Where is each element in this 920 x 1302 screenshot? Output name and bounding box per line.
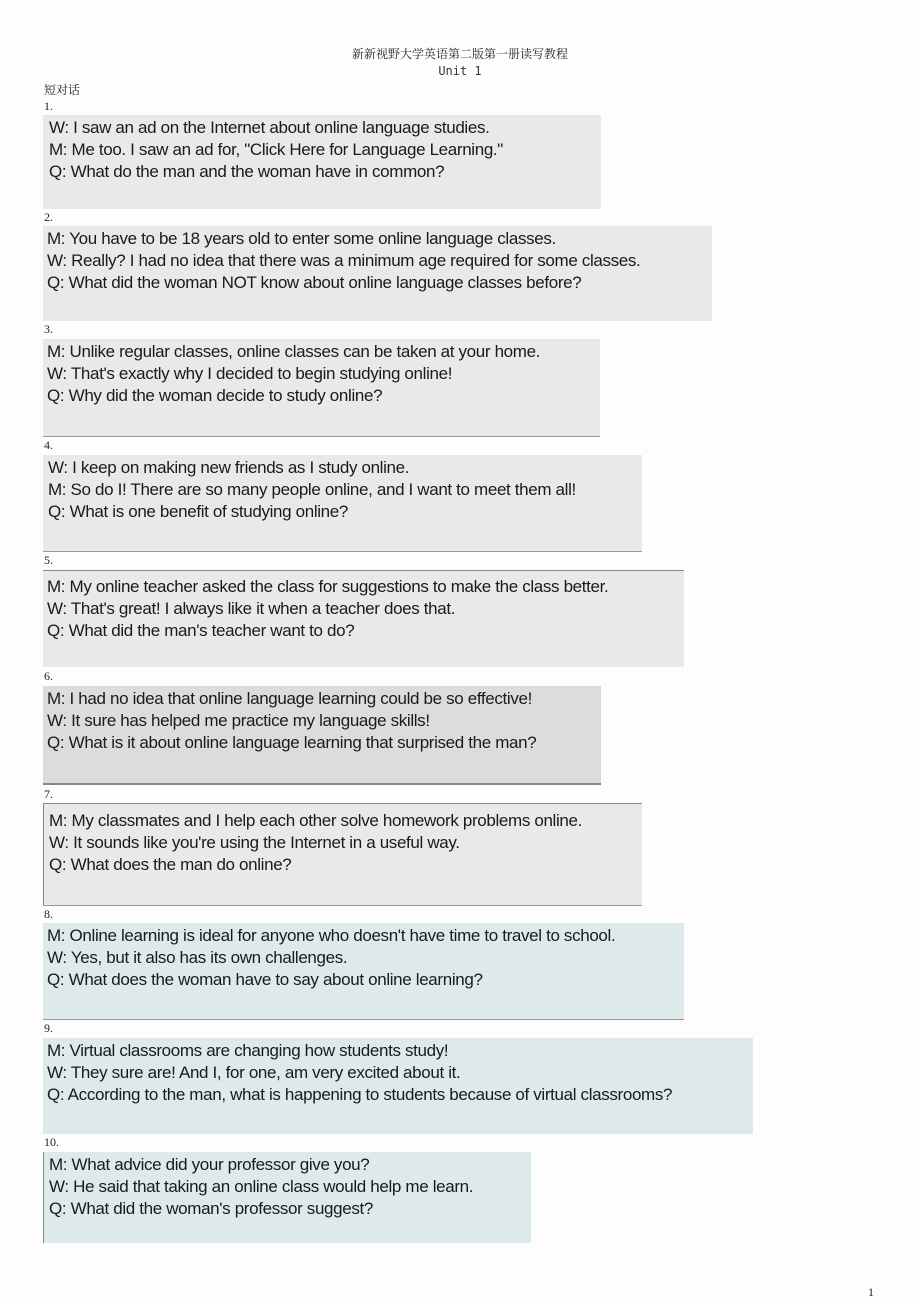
section-title: 短对话: [44, 83, 81, 97]
document-title: 新新视野大学英语第二版第一册读写教程: [351, 47, 568, 61]
dialogue-number: 2.: [44, 210, 53, 224]
dialogue-line: M: My online teacher asked the class for suggestions to make the class better.: [47, 577, 609, 596]
dialogue-question: Q: What is one benefit of studying online?: [48, 502, 348, 521]
dialogue-line: W: He said that taking an online class would help me learn.: [49, 1177, 474, 1196]
dialogue-line: M: Unlike regular classes, online classes can be taken at your home.: [47, 342, 541, 361]
dialogue-box: [43, 803, 642, 906]
dialogue-line: M: You have to be 18 years old to enter some online language classes.: [47, 229, 556, 248]
dialogue-question: Q: What is it about online language learning that surprised the man?: [47, 733, 537, 752]
dialogue-number: 9.: [44, 1021, 53, 1035]
dialogue-question: Q: What does the man do online?: [49, 855, 292, 874]
dialogue-number: 7.: [44, 787, 53, 801]
dialogue-number: 3.: [44, 322, 53, 336]
dialogue-question: Q: What did the woman NOT know about online language classes before?: [47, 273, 582, 292]
dialogue-number: 1.: [44, 99, 53, 113]
dialogue-line: W: Yes, but it also has its own challenges.: [47, 948, 348, 967]
dialogue-line: M: So do I! There are so many people online, and I want to meet them all!: [48, 480, 576, 499]
dialogue-line: M: I had no idea that online language learning could be so effective!: [47, 689, 532, 708]
page-number: 1: [868, 1285, 874, 1299]
dialogue-box: [43, 339, 600, 437]
dialogue-number: 4.: [44, 438, 53, 452]
dialogue-line: M: Online learning is ideal for anyone who doesn't have time to travel to school.: [47, 926, 616, 945]
dialogue-line: W: It sure has helped me practice my language skills!: [47, 711, 430, 730]
dialogue-box: [43, 115, 601, 209]
dialogue-number: 5.: [44, 553, 53, 567]
dialogue-line: W: I saw an ad on the Internet about online language studies.: [49, 118, 490, 137]
dialogue-number: 6.: [44, 669, 53, 683]
dialogue-question: Q: What do the man and the woman have in common?: [49, 162, 445, 181]
dialogue-box: [43, 1152, 531, 1243]
dialogue-line: M: Virtual classrooms are changing how students study!: [47, 1041, 449, 1060]
dialogue-box: [43, 226, 712, 321]
dialogue-question: Q: What did the man's teacher want to do?: [47, 621, 355, 640]
unit-label: Unit 1: [438, 64, 482, 78]
dialogue-line: W: That's great! I always like it when a teacher does that.: [47, 599, 456, 618]
dialogue-line: M: What advice did your professor give you?: [49, 1155, 370, 1174]
dialogue-question: Q: What does the woman have to say about online learning?: [47, 970, 483, 989]
dialogue-line: W: That's exactly why I decided to begin studying online!: [47, 364, 453, 383]
dialogue-line: W: It sounds like you're using the Internet in a useful way.: [49, 833, 460, 852]
dialogue-box: [43, 570, 684, 667]
dialogue-question: Q: Why did the woman decide to study online?: [47, 386, 383, 405]
dialogue-question: Q: According to the man, what is happening to students because of virtual classrooms?: [47, 1085, 673, 1104]
dialogue-box: [43, 686, 601, 785]
dialogue-box: [43, 923, 684, 1020]
dialogue-line: W: I keep on making new friends as I study online.: [48, 458, 410, 477]
dialogue-line: W: Really? I had no idea that there was a minimum age required for some classes.: [47, 251, 641, 270]
dialogue-box: [43, 1038, 753, 1134]
dialogue-line: W: They sure are! And I, for one, am very excited about it.: [47, 1063, 461, 1082]
dialogue-line: M: My classmates and I help each other solve homework problems online.: [49, 811, 582, 830]
dialogue-box: [43, 455, 642, 552]
dialogue-line: M: Me too. I saw an ad for, "Click Here for Language Learning.": [49, 140, 503, 159]
dialogue-question: Q: What did the woman's professor suggest?: [49, 1199, 373, 1218]
dialogue-number: 10.: [44, 1135, 59, 1149]
dialogue-number: 8.: [44, 907, 53, 921]
